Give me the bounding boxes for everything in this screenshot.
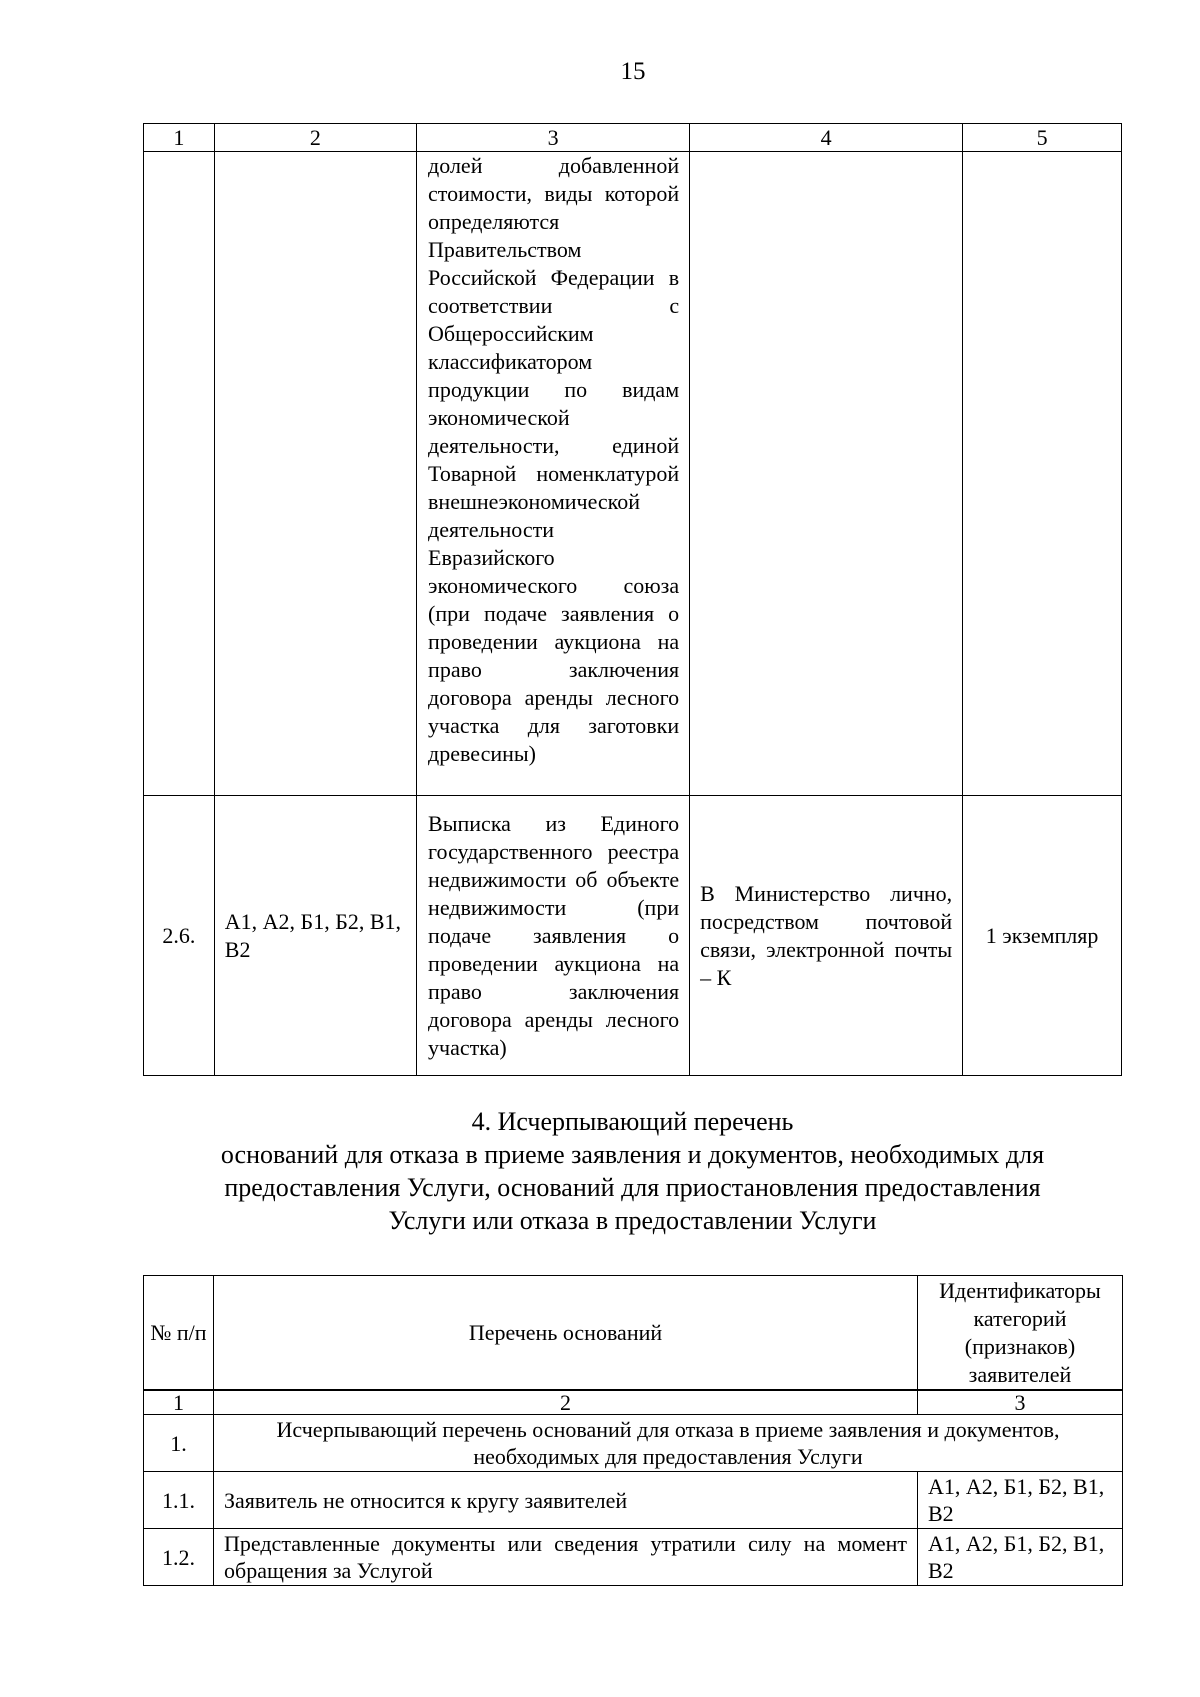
column-header-grounds: Перечень оснований (214, 1276, 918, 1390)
document-description-cell: долей добавленной стоимости, виды которой определяются Правительством Российской Федерации в соответствии с Общероссийским классификатором продукции по видам экономической деятельности, единой Товарной номенклатурой внешнеэкономической деятельности Евразийского экономического союза (при подаче заявления о проведении аукциона на право заключения договора аренды лесного участка для заготовки древесины) (417, 152, 690, 796)
grounds-text-cell: Заявитель не относится к кругу заявителей (214, 1472, 918, 1529)
section-heading-line: Услуги или отказа в предоставлении Услуги (388, 1206, 877, 1235)
column-header-number: № п/п (144, 1276, 214, 1390)
column-number: 3 (918, 1391, 1123, 1415)
table-row (144, 1472, 1123, 1529)
document-description-cell: Выписка из Единого государственного реестра недвижимости об объекте недвижимости (при подаче заявления о проведении аукциона на право заключения договора аренды лесного участка) (417, 796, 690, 1076)
column-number: 5 (963, 124, 1122, 152)
identifiers-cell: А1, А2, Б1, Б2, В1, В2 (918, 1472, 1123, 1529)
row-number-cell: 1.2. (144, 1529, 214, 1586)
table-cell (690, 152, 963, 796)
section-heading-line: 4. Исчерпывающий перечень (471, 1107, 794, 1136)
table-header-row (144, 1276, 1123, 1390)
column-number: 4 (690, 124, 963, 152)
page-number: 15 (620, 58, 646, 85)
table-row (144, 796, 1122, 1076)
grounds-text-cell: Представленные документы или сведения утратили силу на момент обращения за Услугой (214, 1529, 918, 1586)
row-number-cell: 1. (144, 1415, 214, 1472)
column-number: 1 (144, 124, 215, 152)
grounds-group-title: Исчерпывающий перечень оснований для отказа в приеме заявления и документов, необходимых для предоставления Услуги (214, 1415, 1123, 1472)
section-heading (143, 1105, 1122, 1237)
grounds-table-header (143, 1275, 1123, 1390)
table-column-numbers (144, 124, 1122, 152)
table-cell (214, 152, 416, 796)
row-number-cell: 2.6. (144, 796, 215, 1076)
table-row (144, 152, 1122, 796)
column-number: 2 (214, 124, 416, 152)
table-cell (963, 152, 1122, 796)
table-row (144, 1415, 1123, 1472)
section-heading-line: предоставления Услуги, оснований для приостановления предоставления (224, 1173, 1041, 1202)
column-header-identifiers: Идентификаторы категорий (признаков) заявителей (918, 1276, 1123, 1390)
identifiers-cell: А1, А2, Б1, Б2, В1, В2 (918, 1529, 1123, 1586)
section-heading-line: оснований для отказа в приеме заявления и документов, необходимых для (220, 1140, 1045, 1169)
submission-method-cell: В Министерство лично, посредством почтовой связи, электронной почты – К (690, 796, 963, 1076)
column-number: 1 (144, 1391, 214, 1415)
table-cell (144, 152, 215, 796)
column-number: 3 (417, 124, 690, 152)
column-number: 2 (214, 1391, 918, 1415)
table-column-numbers (144, 1391, 1123, 1415)
grounds-table (143, 1390, 1123, 1586)
categories-cell: А1, А2, Б1, Б2, В1, В2 (214, 796, 416, 1076)
table-row (144, 1529, 1123, 1586)
quantity-cell: 1 экземпляр (963, 796, 1122, 1076)
documents-table (143, 123, 1122, 1076)
row-number-cell: 1.1. (144, 1472, 214, 1529)
